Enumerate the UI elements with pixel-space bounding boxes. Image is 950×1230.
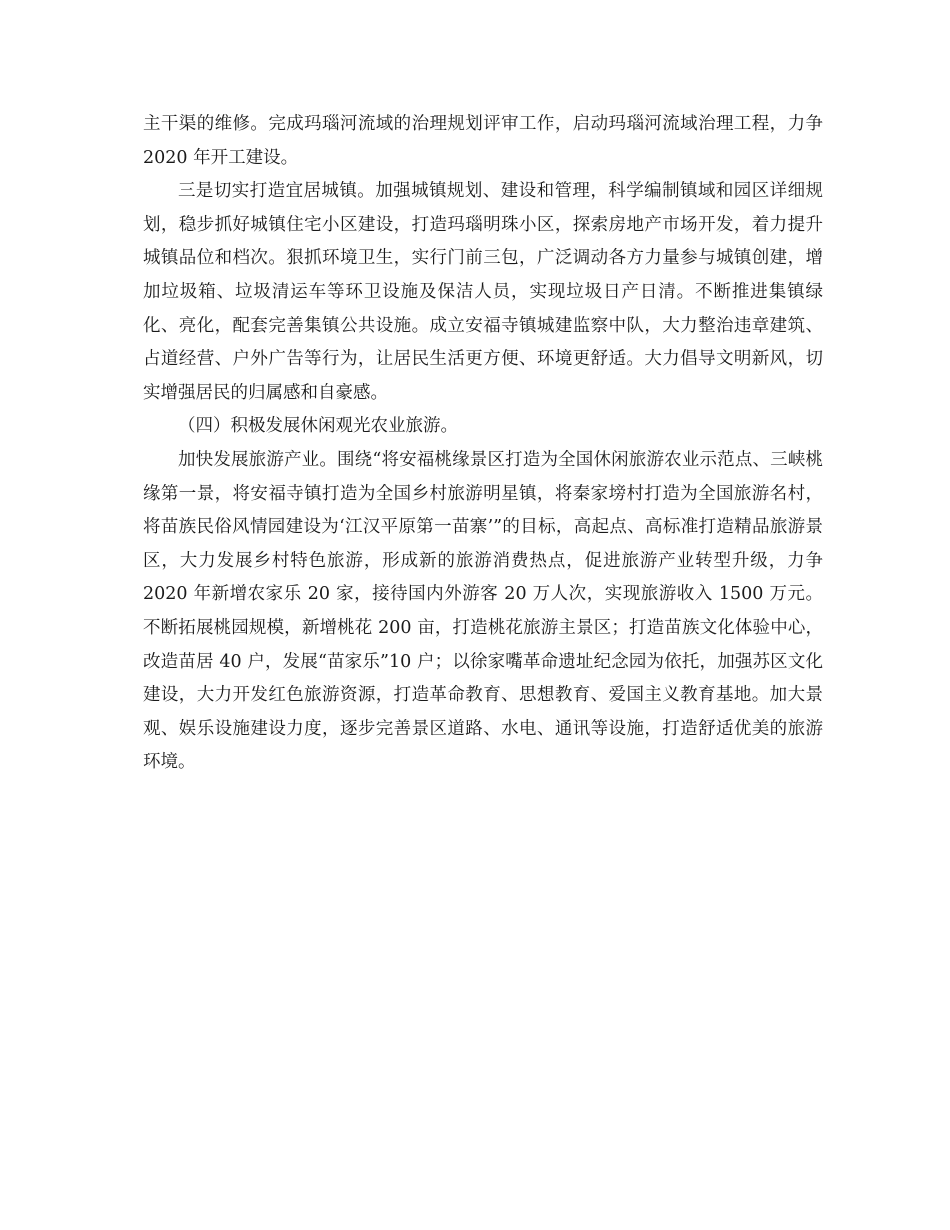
paragraph-livable-town: 三是切实打造宜居城镇。加强城镇规划、建设和管理，科学编制镇域和园区详细规划，稳步抓好城镇住宅小区建设，打造玛瑙明珠小区，探索房地产市场开发，着力提升城镇品位和档次。狠抓环境卫生，实行门前三包，广泛调动各方力量参与城镇创建，增加垃圾箱、垃圾清运车等环卫设施及保洁人员，实现垃圾日产日清。不断推进集镇绿化、亮化，配套完善集镇公共设施。成立安福寺镇城建监察中队，大力整治违章建筑、占道经营、户外广告等行为，让居民生活更方便、环境更舒适。大力倡导文明新风，切实增强居民的归属感和自豪感。: [143, 181, 823, 403]
paragraph-continued: 主干渠的维修。完成玛瑙河流域的治理规划评审工作，启动玛瑙河流域治理工程，力争 2020 年开工建设。: [143, 114, 823, 168]
document-page: [143, 108, 823, 780]
section-heading-leisure-tourism: （四）积极发展休闲观光农业旅游。: [178, 416, 458, 437]
paragraph-tourism-industry: 加快发展旅游产业。围绕“将安福桃缘景区打造为全国休闲旅游农业示范点、三峡桃缘第一景，将安福寺镇打造为全国乡村旅游明星镇，将秦家塝村打造为全国旅游名村，将苗族民俗风情园建设为‘江汉平原第一苗寨’”的目标，高起点、高标准打造精品旅游景区，大力发展乡村特色旅游，形成新的旅游消费热点，促进旅游产业转型升级，力争 2020 年新增农家乐 20 家，接待国内外游客 20 万人次，实现旅游收入 1500 万元。不断拓展桃园规模，新增桃花 200 亩，打造桃花旅游主景区；打造苗族文化体验中心，改造苗居 40 户，发展“苗家乐”10 户；以徐家嘴革命遗址纪念园为依托，加强苏区文化建设，大力开发红色旅游资源，打造革命教育、思想教育、爱国主义教育基地。加大景观、娱乐设施建设力度，逐步完善景区道路、水电、通讯等设施，打造舒适优美的旅游环境。: [143, 449, 823, 773]
